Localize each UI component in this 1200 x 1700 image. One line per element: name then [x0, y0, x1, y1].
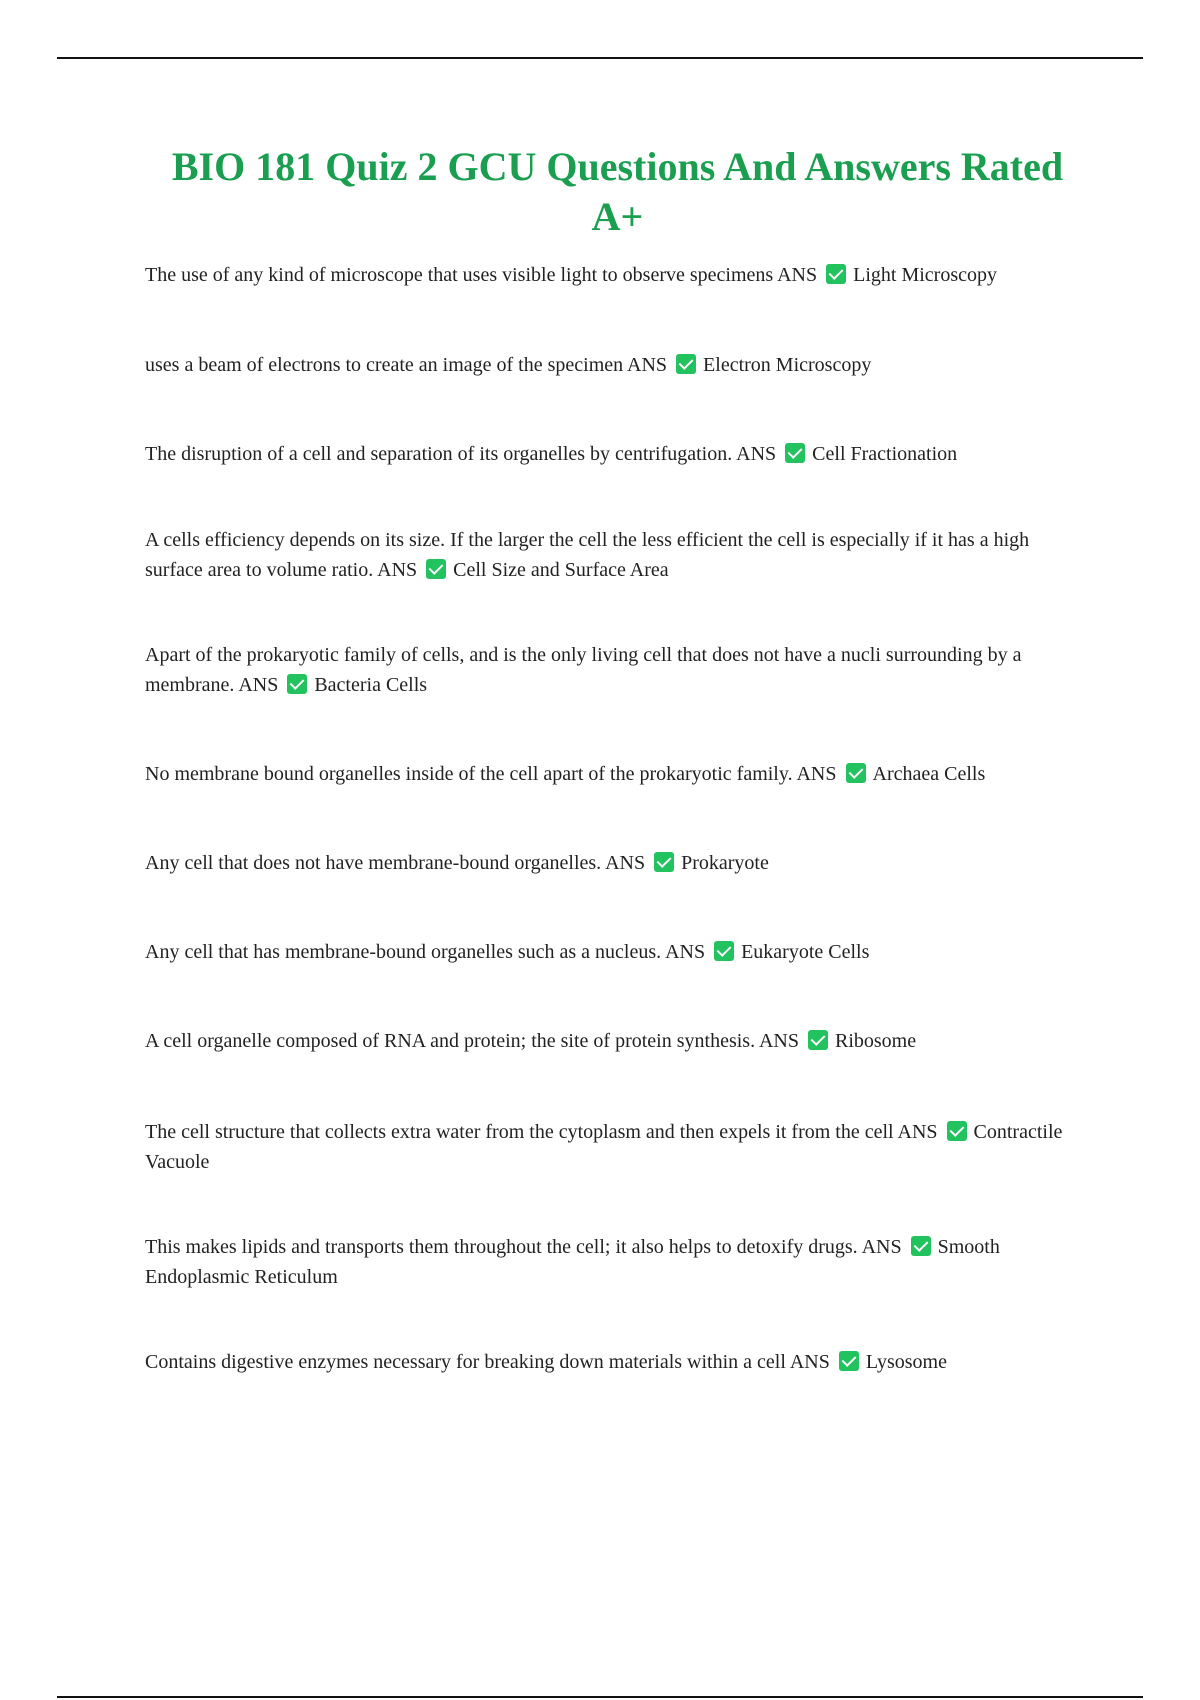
question-text: Contains digestive enzymes necessary for breaking down materials within a cell — [145, 1351, 786, 1373]
ans-marker: ANS — [861, 1236, 902, 1258]
question-text: Any cell that has membrane-bound organelles such as a nucleus. — [145, 941, 662, 963]
qa-item-5 — [145, 640, 1090, 700]
ans-marker: ANS — [758, 1030, 799, 1052]
ans-marker: ANS — [665, 941, 706, 963]
ans-marker: ANS — [238, 674, 279, 696]
qa-item-11 — [145, 1232, 1090, 1292]
question-text: Apart of the prokaryotic family of cells, and is the only living cell that does not have a nucli surrounding by a membrane. — [145, 644, 1022, 696]
ans-marker: ANS — [377, 559, 418, 581]
answer-text: Prokaryote — [681, 852, 769, 874]
check-box-icon — [846, 763, 866, 783]
qa-item-9 — [145, 1026, 1090, 1056]
check-box-icon — [785, 443, 805, 463]
answer-text: Lysosome — [865, 1351, 947, 1373]
document-title: BIO 181 Quiz 2 GCU Questions And Answers Rated A+ — [171, 144, 1064, 239]
answer-text: Ribosome — [835, 1030, 917, 1052]
qa-item-6 — [145, 759, 1090, 789]
check-box-icon — [839, 1351, 859, 1371]
bottom-rule — [57, 1696, 1143, 1698]
answer-text: Eukaryote Cells — [741, 941, 870, 963]
ans-marker: ANS — [789, 1351, 830, 1373]
check-box-icon — [947, 1121, 967, 1141]
check-box-icon — [826, 264, 846, 284]
question-text: The disruption of a cell and separation of its organelles by centrifugation. — [145, 443, 733, 465]
top-rule — [57, 57, 1143, 59]
answer-text: Light Microscopy — [853, 264, 997, 286]
check-box-icon — [287, 674, 307, 694]
question-text: The cell structure that collects extra water from the cytoplasm and then expels it from the cell — [145, 1121, 894, 1143]
qa-item-2 — [145, 350, 1090, 380]
answer-text: Contractile Vacuole — [145, 1121, 1063, 1173]
check-box-icon — [808, 1030, 828, 1050]
qa-item-4 — [145, 525, 1090, 585]
check-box-icon — [676, 354, 696, 374]
ans-marker: ANS — [777, 264, 818, 286]
ans-marker: ANS — [605, 852, 646, 874]
ans-marker: ANS — [897, 1121, 938, 1143]
check-box-icon — [911, 1236, 931, 1256]
answer-text: Electron Microscopy — [703, 354, 872, 376]
check-box-icon — [426, 559, 446, 579]
qa-item-7 — [145, 848, 1090, 878]
qa-item-1 — [145, 260, 1090, 290]
answer-text: Archaea Cells — [872, 763, 986, 785]
question-text: Any cell that does not have membrane-bound organelles. — [145, 852, 602, 874]
answer-text: Cell Fractionation — [812, 443, 958, 465]
qa-item-10 — [145, 1117, 1090, 1177]
question-text: This makes lipids and transports them throughout the cell; it also helps to detoxify drugs. — [145, 1236, 858, 1258]
ans-marker: ANS — [627, 354, 668, 376]
check-box-icon — [654, 852, 674, 872]
qa-item-3 — [145, 439, 1090, 469]
answer-text: Smooth Endoplasmic Reticulum — [145, 1236, 1000, 1288]
qa-item-8 — [145, 937, 1090, 967]
question-text: A cells efficiency depends on its size. If the larger the cell the less efficient the cell is especially if it has a high surface area to volume ratio. — [145, 529, 1030, 581]
qa-item-12 — [145, 1347, 1090, 1377]
answer-text: Bacteria Cells — [314, 674, 428, 696]
question-text: A cell organelle composed of RNA and protein; the site of protein synthesis. — [145, 1030, 756, 1052]
ans-marker: ANS — [736, 443, 777, 465]
check-box-icon — [714, 941, 734, 961]
ans-marker: ANS — [796, 763, 837, 785]
question-text: No membrane bound organelles inside of the cell apart of the prokaryotic family. — [145, 763, 793, 785]
question-text: The use of any kind of microscope that uses visible light to observe specimens — [145, 264, 774, 286]
answer-text: Cell Size and Surface Area — [453, 559, 669, 581]
question-text: uses a beam of electrons to create an image of the specimen — [145, 354, 624, 376]
